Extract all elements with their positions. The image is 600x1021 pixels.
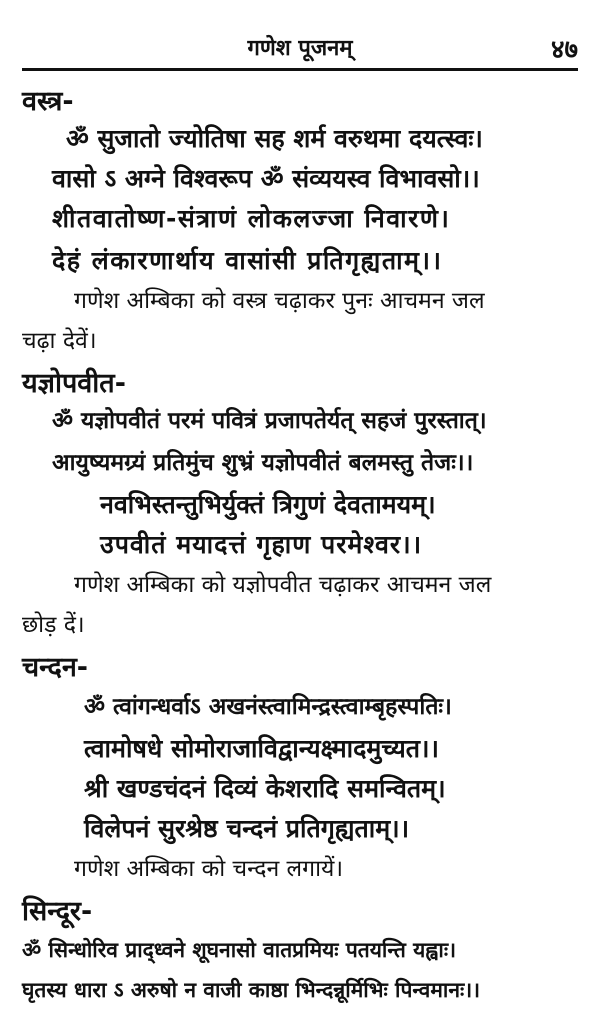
instruction-text: छोड़ दें। bbox=[22, 612, 85, 638]
verse-line: श्री खण्डचंदनं दिव्यं केशरादि समन्वितम्। bbox=[84, 774, 446, 803]
verse-line: घृतस्य धारा ऽ अरुषो न वाजी काष्ठा भिन्दन्नूर्मिभिः पिन्वमानः।। bbox=[22, 978, 481, 1002]
section-heading-sindoor: सिन्दूर- bbox=[22, 896, 93, 927]
page-number: ४७ bbox=[550, 35, 578, 65]
verse-line: ॐ सुजातो ज्योतिषा सह शर्म वरुथमा दयत्स्वः। bbox=[66, 124, 483, 153]
instruction-text: गणेश अम्बिका को चन्दन लगायें। bbox=[74, 856, 344, 882]
verse-line: ॐ त्वांगन्धर्वाऽ अखनंस्त्वामिन्द्रस्त्वाम्बृहस्पतिः। bbox=[84, 694, 452, 720]
verse-line: वासो ऽ अग्ने विश्वरूप ॐ संव्ययस्व विभावसो।। bbox=[52, 164, 480, 193]
verse-line: नवभिस्तन्तुभिर्युक्तं त्रिगुणं देवतामयम्। bbox=[100, 490, 436, 519]
section-heading-yagyopavit: यज्ञोपवीत- bbox=[22, 368, 126, 399]
instruction-text: चढ़ा देवें। bbox=[22, 328, 97, 354]
section-heading-vastra: वस्त्र- bbox=[22, 86, 74, 117]
verse-line: शीतवातोष्ण-संत्राणं लोकलज्जा निवारणे। bbox=[52, 204, 451, 233]
instruction-text: गणेश अम्बिका को वस्त्र चढ़ाकर पुनः आचमन जल bbox=[74, 288, 485, 314]
verse-line: उपवीतं मयादत्तं गृहाण परमेश्वर।। bbox=[100, 530, 423, 559]
page-title: गणेश पूजनम् bbox=[247, 36, 353, 61]
instruction-text: गणेश अम्बिका को यज्ञोपवीत चढ़ाकर आचमन जल bbox=[74, 572, 492, 598]
header-divider bbox=[22, 68, 578, 71]
verse-line: त्वामोषधे सोमोराजाविद्वान्यक्ष्मादमुच्यत।। bbox=[84, 734, 439, 763]
verse-line: आयुष्यमग्र्यं प्रतिमुंच शुभ्रं यज्ञोपवीतं बलमस्तु तेजः।। bbox=[52, 450, 474, 476]
verse-line: ॐ यज्ञोपवीतं परमं पवित्रं प्रजापतेर्यत् सहजं पुरस्तात्। bbox=[52, 408, 487, 434]
verse-line: विलेपनं सुरश्रेष्ठ चन्दनं प्रतिगृह्यताम्।। bbox=[84, 814, 410, 843]
verse-line: ॐ सिन्धोरिव प्राद्ध्वने शूघनासो वातप्रमियः पतयन्ति यह्वाः। bbox=[22, 938, 457, 962]
section-heading-chandan: चन्दन- bbox=[22, 652, 89, 683]
verse-line: देहं लंकारणार्थाय वासांसी प्रतिगृह्यताम्।। bbox=[52, 246, 443, 275]
